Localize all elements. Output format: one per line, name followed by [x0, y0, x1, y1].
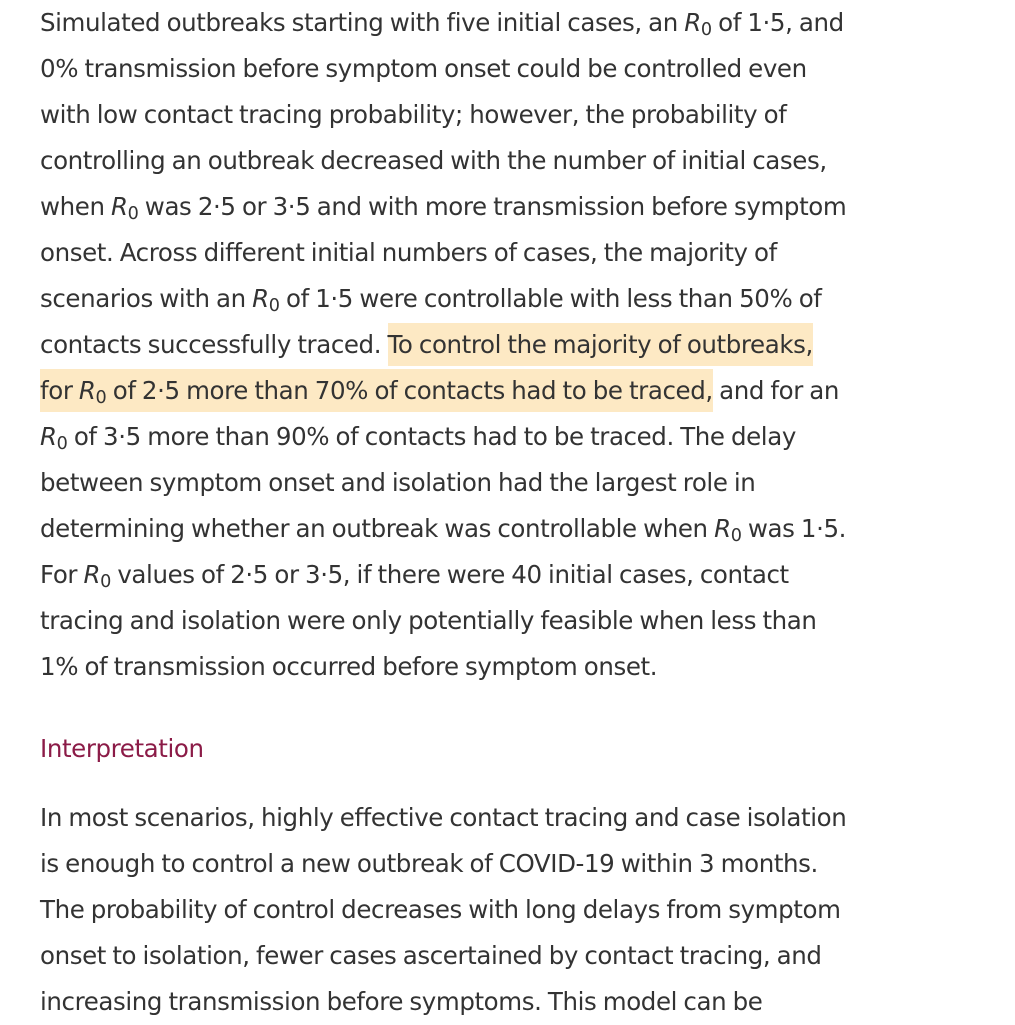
interpretation-line-3: The probability of control decreases with long delays from symptom — [40, 895, 841, 924]
findings-line-9: for $R_0$ of 2·5 more than 70% of contacts had to be traced, and for an — [40, 368, 839, 414]
r0-symbol: $R_0$ — [40, 422, 68, 454]
findings-line-12: determining whether an outbreak was controllable when $R_0$ was 1·5. — [40, 514, 847, 546]
interpretation-line-5: increasing transmission before symptoms. This model can be — [40, 987, 763, 1016]
findings-line-1: Simulated outbreaks starting with five initial cases, an $R_0$ of 1·5, and — [40, 8, 844, 40]
r0-symbol: $R_0$ — [110, 192, 139, 224]
findings-line-11: between symptom onset and isolation had the largest role in — [40, 468, 756, 497]
interpretation-line-4: onset to isolation, fewer cases ascertained by contact tracing, and — [40, 941, 822, 970]
findings-line-10: $R_0$ of 3·5 more than 90% of contacts had to be traced. The delay — [40, 422, 796, 454]
findings-line-15: 1% of transmission occurred before symptom onset. — [40, 652, 658, 681]
r0-symbol: $R_0$ — [83, 560, 111, 592]
r0-symbol: $R_0$ — [684, 8, 712, 40]
findings-line-8: contacts successfully traced. To control the majority of outbreaks, — [40, 322, 813, 368]
findings-line-2: 0% transmission before symptom onset could be controlled even — [40, 54, 807, 83]
interpretation-line-2: is enough to control a new outbreak of COVID-19 within 3 months. — [40, 849, 818, 878]
findings-line-7: scenarios with an $R_0$ of 1·5 were controllable with less than 50% of — [40, 284, 822, 316]
interpretation-heading: Interpretation — [40, 734, 204, 763]
findings-line-14: tracing and isolation were only potentially feasible when less than — [40, 606, 817, 635]
findings-line-5: when $R_0$ was 2·5 or 3·5 and with more transmission before symptom — [40, 192, 847, 224]
r0-symbol: $R_0$ — [78, 376, 107, 408]
findings-line-13: For $R_0$ values of 2·5 or 3·5, if there were 40 initial cases, contact — [40, 560, 789, 592]
findings-line-4: controlling an outbreak decreased with the number of initial cases, — [40, 146, 827, 175]
r0-symbol: $R_0$ — [252, 284, 280, 316]
text-highlight: To control the majority of outbreaks, — [388, 323, 813, 366]
interpretation-line-1: In most scenarios, highly effective contact tracing and case isolation — [40, 803, 847, 832]
findings-line-3: with low contact tracing probability; however, the probability of — [40, 100, 787, 129]
r0-symbol: $R_0$ — [714, 514, 742, 546]
text-highlight: for $R_0$ of 2·5 more than 70% of contacts had to be traced, — [40, 369, 713, 412]
findings-line-6: onset. Across different initial numbers of cases, the majority of — [40, 238, 777, 267]
